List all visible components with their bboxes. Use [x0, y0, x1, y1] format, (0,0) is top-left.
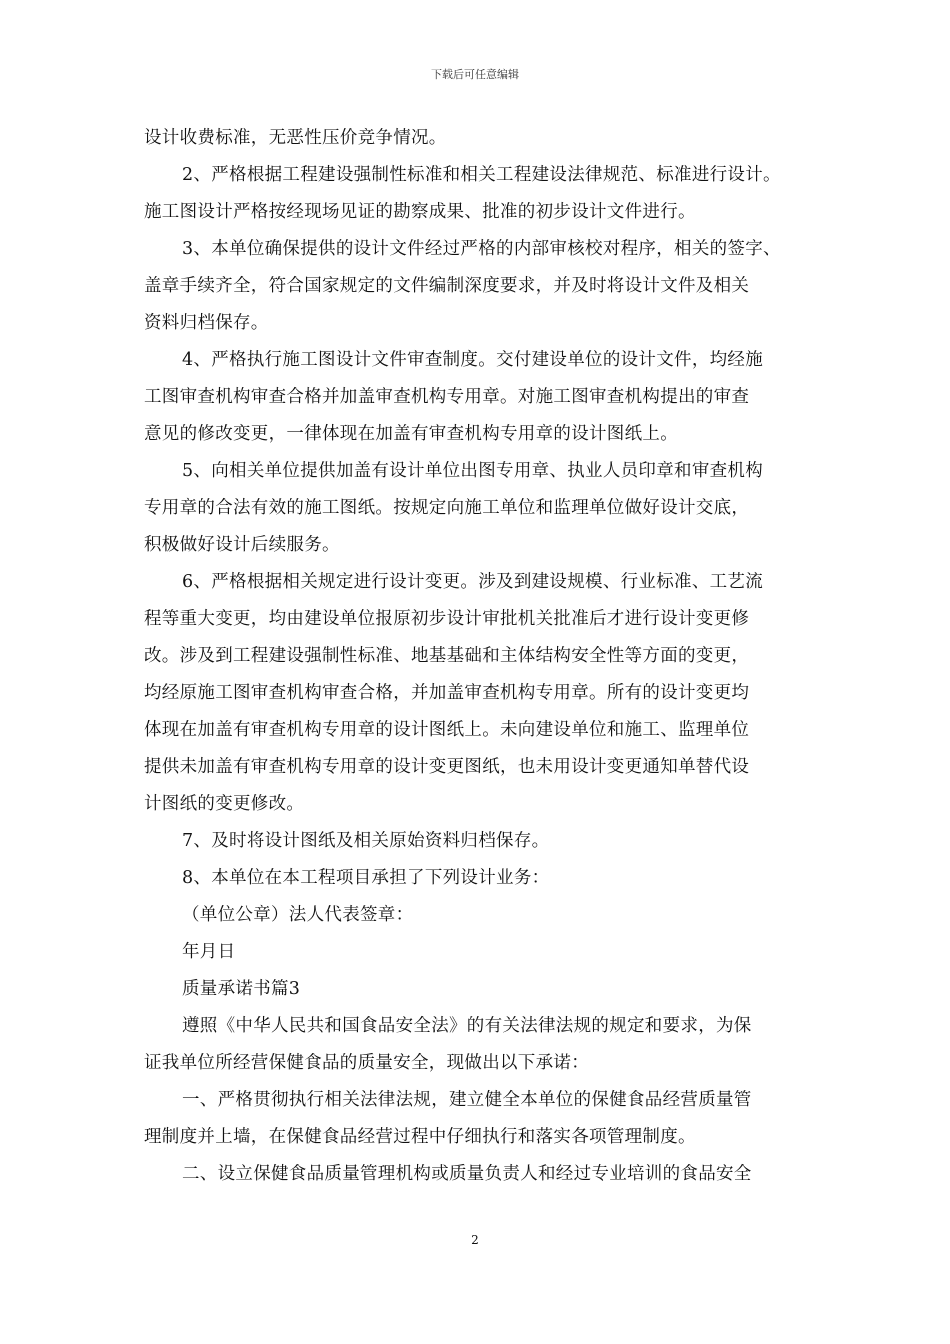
text-line: 专用章的合法有效的施工图纸。按规定向施工单位和监理单位做好设计交底， — [144, 498, 750, 518]
page-header: 下载后可任意编辑 — [431, 68, 519, 81]
text-line: 一、严格贯彻执行相关法律法规，建立健全本单位的保健食品经营质量管 — [182, 1090, 752, 1110]
text-line: 程等重大变更，均由建设单位报原初步设计审批机关批准后才进行设计变更修 — [144, 609, 750, 629]
text-line: 理制度并上墙，在保健食品经营过程中仔细执行和落实各项管理制度。 — [144, 1127, 696, 1147]
text-line: 积极做好设计后续服务。 — [144, 535, 340, 555]
text-line: 计图纸的变更修改。 — [144, 794, 305, 814]
text-line: 工图审查机构审查合格并加盖审查机构专用章。对施工图审查机构提出的审查 — [144, 387, 750, 407]
text-line: 6、严格根据相关规定进行设计变更。涉及到建设规模、行业标准、工艺流 — [182, 572, 764, 592]
page-number: 2 — [471, 1233, 479, 1247]
text-line: 资料归档保存。 — [144, 313, 269, 333]
text-line: 均经原施工图审查机构审查合格，并加盖审查机构专用章。所有的设计变更均 — [144, 683, 750, 703]
text-line: 4、严格执行施工图设计文件审查制度。交付建设单位的设计文件，均经施 — [182, 350, 764, 370]
text-line: 3、本单位确保提供的设计文件经过严格的内部审核校对程序，相关的签字、 — [182, 239, 781, 259]
text-line: 设计收费标准，无恶性压价竞争情况。 — [144, 128, 447, 148]
text-line: 质量承诺书篇3 — [182, 979, 301, 999]
text-line: 遵照《中华人民共和国食品安全法》的有关法律法规的规定和要求，为保 — [182, 1016, 752, 1036]
text-line: （单位公章）法人代表签章： — [182, 905, 414, 925]
text-line: 5、向相关单位提供加盖有设计单位出图专用章、执业人员印章和审查机构 — [182, 461, 764, 481]
text-line: 盖章手续齐全，符合国家规定的文件编制深度要求，并及时将设计文件及相关 — [144, 276, 750, 296]
text-line: 二、设立保健食品质量管理机构或质量负责人和经过专业培训的食品安全 — [182, 1164, 752, 1184]
text-line: 2、严格根据工程建设强制性标准和相关工程建设法律规范、标准进行设计。 — [182, 165, 781, 185]
text-line: 7、及时将设计图纸及相关原始资料归档保存。 — [182, 831, 550, 851]
text-line: 意见的修改变更，一律体现在加盖有审查机构专用章的设计图纸上。 — [144, 424, 678, 444]
text-line: 施工图设计严格按经现场见证的勘察成果、批准的初步设计文件进行。 — [144, 202, 696, 222]
document-body — [144, 120, 810, 1193]
text-line: 改。涉及到工程建设强制性标准、地基基础和主体结构安全性等方面的变更， — [144, 646, 750, 666]
text-line: 证我单位所经营保健食品的质量安全，现做出以下承诺： — [144, 1053, 589, 1073]
text-line: 体现在加盖有审查机构专用章的设计图纸上。未向建设单位和施工、监理单位 — [144, 720, 750, 740]
text-line: 8、本单位在本工程项目承担了下列设计业务： — [182, 868, 550, 888]
text-line: 提供未加盖有审查机构专用章的设计变更图纸，也未用设计变更通知单替代设 — [144, 757, 750, 777]
text-line: 年月日 — [182, 942, 236, 962]
